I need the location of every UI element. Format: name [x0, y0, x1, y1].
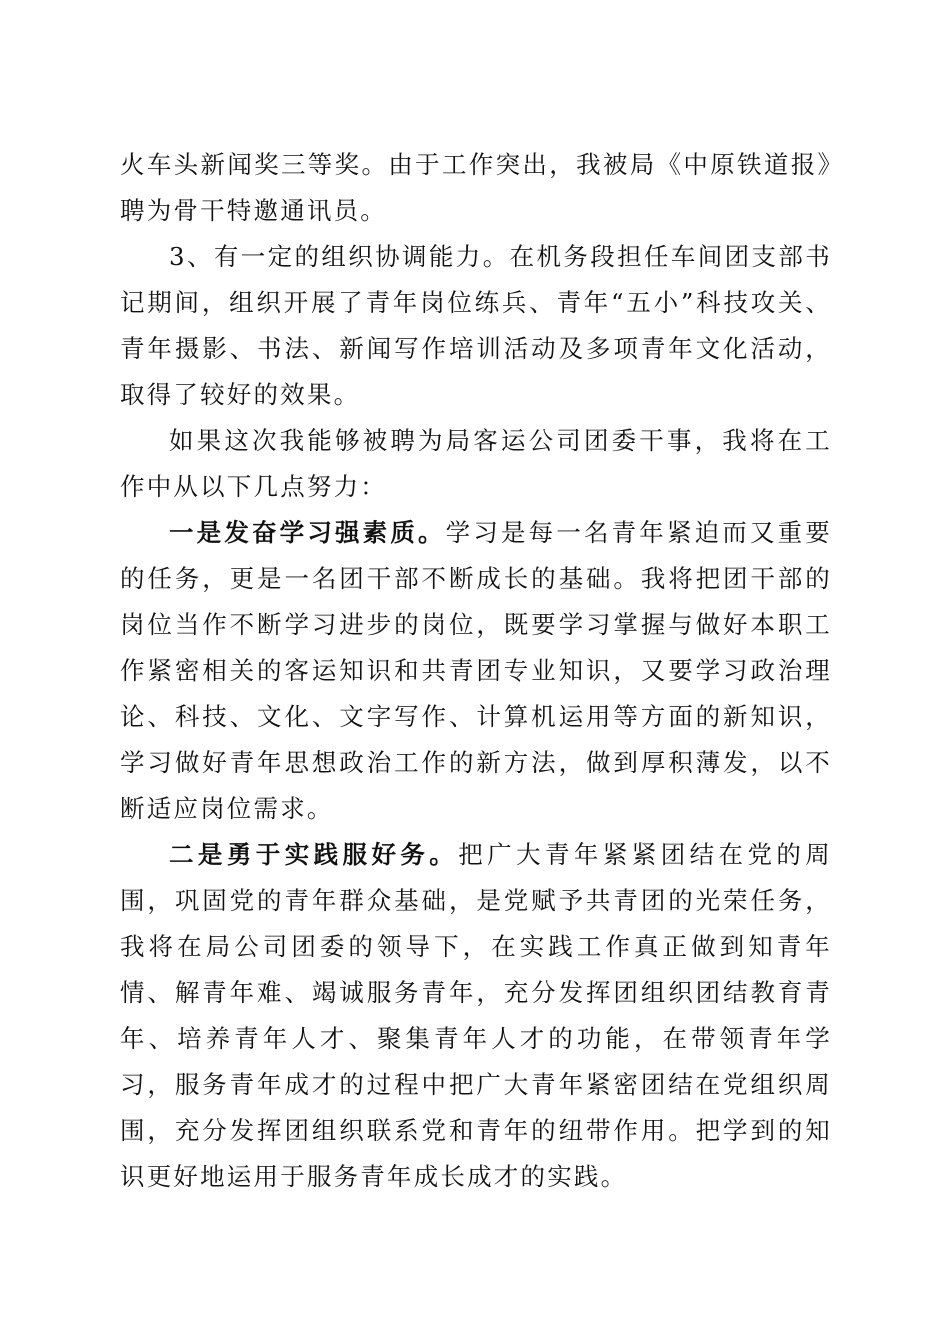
- paragraph-text: 学习是每一名青年紧迫而又重要的任务，更是一名团干部不断成长的基础。我将把团干部的岗位当作不断学习进步的岗位，既要学习掌握与做好本职工作紧密相关的客运知识和共青团专业知识，又要学习政治理论、科技、文化、文字写作、计算机运用等方面的新知识，学习做好青年思想政治工作的新方法，做到厚积薄发，以不断适应岗位需求。: [120, 518, 832, 823]
- paragraph-continuation: [120, 142, 832, 234]
- paragraph-text: 把广大青年紧紧团结在党的周围，巩固党的青年群众基础，是党赋予共青团的光荣任务，我将在局公司团委的领导下，在实践工作真正做到知青年情、解青年难、竭诚服务青年，充分发挥团组织团结教育青年、培养青年人才、聚集青年人才的功能，在带领青年学习，服务青年成才的过程中把广大青年紧密团结在党组织周围，充分发挥团组织联系党和青年的纽带作用。把学到的知识更好地运用于服务青年成长成才的实践。: [120, 840, 833, 1191]
- paragraph-text: 火车头新闻奖三等奖。由于工作突出，我被局《中原铁道报》聘为骨干特邀通讯员。: [120, 150, 832, 225]
- paragraph-lead-heading: 二是勇于实践服好务。: [169, 840, 459, 869]
- paragraph-text: 3、有一定的组织协调能力。在机务段担任车间团支部书记期间，组织开展了青年岗位练兵、青年“五小”科技攻关、青年摄影、书法、新闻写作培训活动及多项青年文化活动，取得了较好的效果。: [120, 242, 832, 409]
- paragraph-study-hard: [120, 510, 832, 832]
- paragraph-organizing-ability: [120, 234, 832, 418]
- paragraph-text: 如果这次我能够被聘为局客运公司团委干事，我将在工作中从以下几点努力：: [120, 426, 832, 501]
- document-body: [120, 142, 832, 1200]
- paragraph-lead-heading: 一是发奋学习强素质。: [169, 518, 446, 547]
- paragraph-commitment-intro: [120, 418, 832, 510]
- paragraph-practice-service: [120, 832, 832, 1200]
